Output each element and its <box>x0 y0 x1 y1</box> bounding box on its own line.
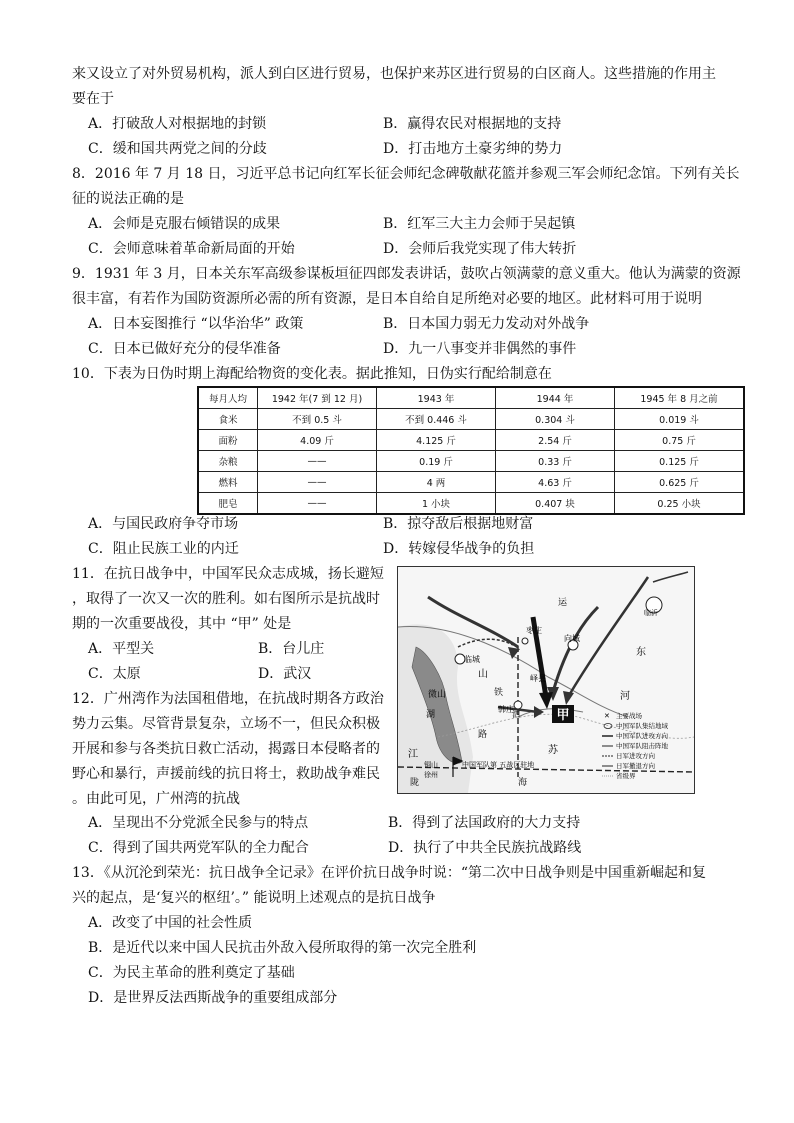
q8-option-d: D．会师后我党实现了伟大转折 <box>383 241 577 257</box>
q11-option-b: B．台儿庄 <box>258 641 325 657</box>
q11-stem-line1: 11．在抗日战争中，中国军民众志成城，扬长避短 <box>72 566 384 582</box>
ration-table <box>197 386 745 515</box>
place-label: 向城 <box>564 634 580 643</box>
table-row <box>198 493 744 515</box>
arrowhead <box>563 691 574 705</box>
q12-option-d: D．执行了中共全民族抗战路线 <box>388 840 582 856</box>
q10-option-a: A．与国民政府争夺市场 <box>88 516 239 532</box>
marker-jia: 甲 <box>556 708 570 723</box>
table-cell: 0.75 斤 <box>615 430 745 451</box>
q11-stem-line3: 期的一次重要战役，其中 “甲” 处是 <box>72 616 292 632</box>
table-cell: 0.25 小块 <box>615 493 745 515</box>
place-label: 陇 <box>410 778 420 788</box>
table-cell: 2.54 斤 <box>496 430 615 451</box>
table-cell: 0.19 斤 <box>377 451 496 472</box>
legend-item: 中国军队集结地域 <box>616 722 668 730</box>
table-header-cell: 1944 年 <box>496 387 615 409</box>
table-header-cell: 1945 年 8 月之前 <box>615 387 745 409</box>
table-cell: 4.63 斤 <box>496 472 615 493</box>
q12-stem-line1: 12．广州湾作为法国租借地，在抗战时期各方政治 <box>72 691 384 707</box>
table-cell: 1 小块 <box>377 493 496 515</box>
q12-option-b: B．得到了法国政府的大力支持 <box>388 815 581 831</box>
place-label: 山 <box>478 669 488 680</box>
place-label: 河 <box>620 691 630 702</box>
place-label: 临沂 <box>644 609 658 617</box>
town-hanzhuang <box>514 701 522 709</box>
place-label: 湖 <box>426 710 436 720</box>
q7-stem-line2: 要在于 <box>72 91 114 107</box>
table-cell: 4.125 斤 <box>377 430 496 451</box>
q12-stem-line3: 开展和参与各类抗日救亡活动，揭露日本侵略者的 <box>72 741 380 757</box>
q12-option-c: C．得到了国共两党军队的全力配合 <box>88 840 309 856</box>
table-cell: 食米 <box>198 409 258 430</box>
q8-option-b: B．红军三大主力会师于吴起镇 <box>383 216 576 232</box>
place-label: 临城 <box>464 655 480 664</box>
table-header-cell: 1943 年 <box>377 387 496 409</box>
table-cell: 面粉 <box>198 430 258 451</box>
q13-stem-line1: 13．《从沉沦到荣光：抗日战争全记录》在评价抗日战争时说：“第二次中日战争则是中国重新崛起和复 <box>72 865 706 881</box>
q9-option-a: A．日本妄图推行 “以华治华” 政策 <box>88 316 304 332</box>
table-cell: —— <box>258 472 377 493</box>
q13-stem-line2: 兴的起点，是‘复兴的枢纽’。” 能说明上述观点的是抗日战争 <box>72 890 436 906</box>
q9-stem-line1: 9．1931 年 3 月，日本关东军高级参谋板垣征四郎发表讲话，鼓吹占领满蒙的意义重大。他认为满蒙的资源 <box>72 266 741 282</box>
table-cell: 杂粮 <box>198 451 258 472</box>
legend-item: 主要战场 <box>616 712 642 720</box>
table-cell: 0.407 块 <box>496 493 615 515</box>
place-label: 运 <box>558 598 568 608</box>
legend-item: 日军撤退方向 <box>616 762 655 770</box>
town-zaozhuang <box>522 638 528 644</box>
legend-x-icon: ✕ <box>604 712 610 720</box>
place-label: 徐州 <box>424 771 438 779</box>
table-cell: 4.09 斤 <box>258 430 377 451</box>
table-row <box>198 409 744 430</box>
legend-item: 省级界 <box>616 772 636 780</box>
legend-item: 日军进攻方向 <box>616 752 655 760</box>
q11-option-d: D．武汉 <box>258 666 312 682</box>
q12-stem-line4: 野心和暴行，声援前线的抗日将士，救助战争难民 <box>72 766 380 782</box>
table-row <box>198 472 744 493</box>
place-label: 韩庄 <box>498 705 514 714</box>
table-row <box>198 430 744 451</box>
table-cell: 0.625 斤 <box>615 472 745 493</box>
q7-option-a: A．打破敌人对根据地的封锁 <box>88 116 267 132</box>
q13-option-d: D．是世界反法西斯战争的重要组成部分 <box>88 990 338 1006</box>
place-label: 江 <box>408 749 418 760</box>
legend-item: 中国军队阻击阵地 <box>616 742 668 750</box>
place-label: 铜山 <box>424 761 438 769</box>
table-header-cell: 每月人均 <box>198 387 258 409</box>
q9-option-b: B．日本国力弱无力发动对外战争 <box>383 316 590 332</box>
table-header-cell: 1942 年(7 到 12 月) <box>258 387 377 409</box>
q10-option-c: C．阻止民族工业的内迁 <box>88 541 239 557</box>
place-label: 苏 <box>548 745 558 756</box>
table-cell: 4 两 <box>377 472 496 493</box>
q10-option-d: D．转嫁侵华战争的负担 <box>383 541 535 557</box>
table-cell: 0.33 斤 <box>496 451 615 472</box>
table-cell: —— <box>258 493 377 515</box>
q11-option-a: A．平型关 <box>88 641 155 657</box>
cn-attack-arrow <box>568 577 648 697</box>
q10-option-b: B．掠夺敌后根据地财富 <box>383 516 534 532</box>
place-label: 泗 <box>512 710 520 719</box>
q11-stem-line2: ，取得了一次又一次的胜利。如右图所示是抗战时 <box>72 591 380 607</box>
q13-option-b: B．是近代以来中国人民抗击外敌入侵所取得的第一次完全胜利 <box>88 940 477 956</box>
q8-option-c: C．会师意味着革命新局面的开始 <box>88 241 295 257</box>
q8-stem-line1: 8．2016 年 7 月 18 日，习近平总书记向红军长征会师纪念碑敬献花篮并参观三军会师纪念馆。下列有关长 <box>72 166 740 182</box>
battle-map-svg <box>398 567 694 793</box>
q9-stem-line2: 很丰富，有若作为国防资源所必需的所有资源，是日本自给自足所绝对必要的地区。此材料可用于说明 <box>72 291 702 307</box>
legend-item: 中国军队进攻方向 <box>616 732 668 740</box>
q8-stem-line2: 征的说法正确的是 <box>72 191 184 207</box>
table-cell: 燃料 <box>198 472 258 493</box>
q7-option-c: C．缓和国共两党之间的分歧 <box>88 141 267 157</box>
place-label: 路 <box>478 730 488 740</box>
hq-label: 中国军队第 五战区驻地 <box>462 761 535 769</box>
q7-option-d: D．打击地方土豪劣绅的势力 <box>383 141 563 157</box>
battle-map <box>397 566 695 794</box>
table-cell: 不到 0.5 斗 <box>258 409 377 430</box>
table-cell: —— <box>258 451 377 472</box>
table-cell: 0.304 斗 <box>496 409 615 430</box>
jp-arrow <box>653 572 688 582</box>
q12-stem-line2: 势力云集。尽管背景复杂，立场不一，但民众积极 <box>72 716 380 732</box>
q13-option-c: C．为民主革命的胜利奠定了基础 <box>88 965 295 981</box>
place-label: 枣庄 <box>526 626 542 635</box>
table-cell: 不到 0.446 斗 <box>377 409 496 430</box>
place-label: 峄县 <box>530 674 546 683</box>
table-cell: 0.019 斗 <box>615 409 745 430</box>
q11-option-c: C．太原 <box>88 666 141 682</box>
table-cell: 0.125 斤 <box>615 451 745 472</box>
q12-option-a: A．呈现出不分党派全民参与的特点 <box>88 815 309 831</box>
map-legend <box>602 711 669 780</box>
table-header-row <box>198 387 744 409</box>
q10-stem-line1: 10．下表为日伪时期上海配给物资的变化表。据此推知，日伪实行配给制意在 <box>72 366 552 382</box>
q7-stem-line1: 来又设立了对外贸易机构，派人到白区进行贸易，也保护来苏区进行贸易的白区商人。这些措施的作用主 <box>72 66 716 82</box>
q7-option-b: B．赢得农民对根据地的支持 <box>383 116 562 132</box>
q8-option-a: A．会师是克服右倾错误的成果 <box>88 216 281 232</box>
arrowhead <box>539 692 553 709</box>
q13-option-a: A．改变了中国的社会性质 <box>88 915 253 931</box>
place-label: 东 <box>636 647 646 658</box>
arrowhead <box>534 706 544 718</box>
q9-option-c: C．日本已做好充分的侵华准备 <box>88 341 281 357</box>
place-label: 铁 <box>494 688 504 698</box>
table-row <box>198 451 744 472</box>
q9-option-d: D．九一八事变并非偶然的事件 <box>383 341 577 357</box>
q12-stem-line5: 。由此可见，广州湾的抗战 <box>72 791 240 807</box>
place-label: 微山 <box>428 690 447 700</box>
place-label: 海 <box>518 778 528 788</box>
table-cell: 肥皂 <box>198 493 258 515</box>
